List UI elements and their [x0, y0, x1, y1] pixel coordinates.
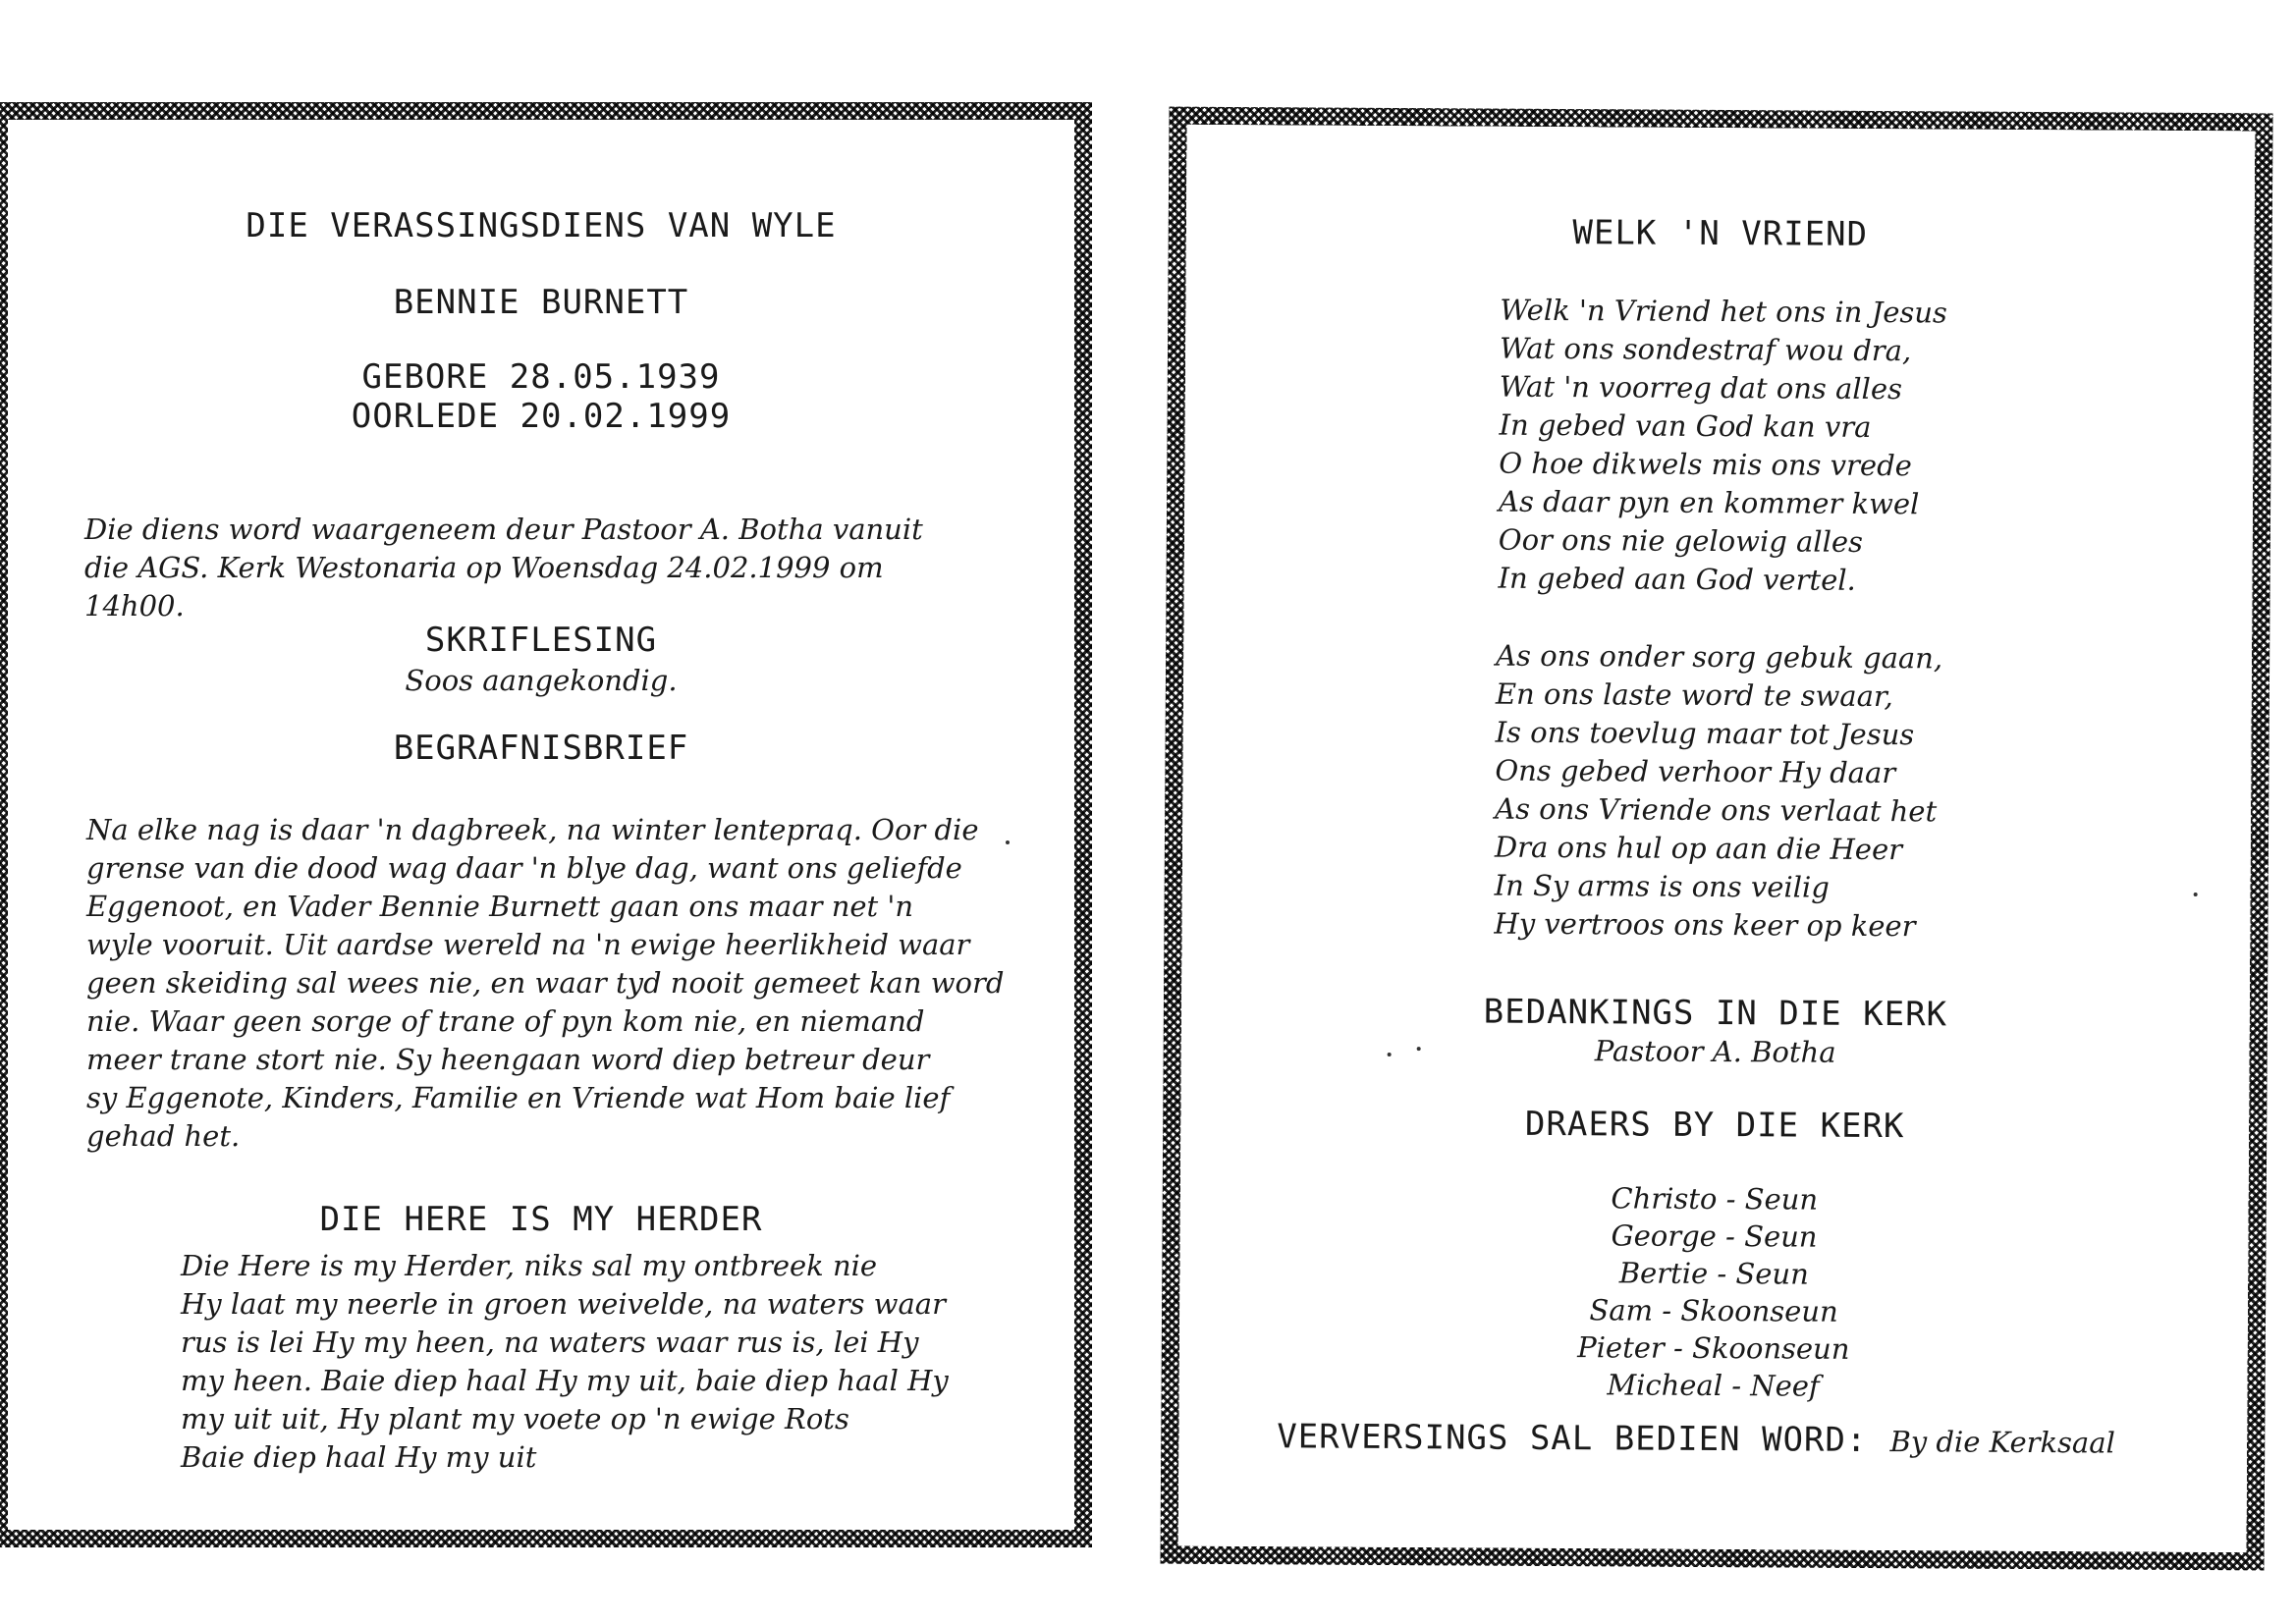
bearer-item: Sam - Skoonseun [1589, 1293, 1838, 1328]
letter-line: wyle vooruit. Uit aardse wereld na 'n ewige heerlikheid waar [86, 928, 970, 961]
verse-line: En ons laste word te swaar, [1495, 677, 1893, 714]
deceased-name: BENNIE BURNETT [393, 283, 689, 322]
letter-line: Eggenoot, en Vader Bennie Burnett gaan ons maar net 'n [86, 890, 914, 923]
verse-line: Oor ons nie gelowig alles [1498, 522, 1864, 559]
reading-text: Soos aangekondig. [405, 664, 678, 697]
bearer-item: Micheal - Neef [1607, 1368, 1820, 1403]
verse-line: Wat 'n voorreg dat ons alles [1499, 369, 1903, 406]
letter-line: nie. Waar geen sorge of trane of pyn kom nie, en niemand [86, 1004, 925, 1038]
verse-line: O hoe dikwels mis ons vrede [1499, 446, 1912, 483]
psalm-line: my heen. Baie diep haal Hy my uit, baie diep haal Hy [181, 1364, 949, 1397]
right-page [1160, 107, 2272, 1571]
thanks-name: Pastoor A. Botha [1594, 1034, 1836, 1069]
hymn-verse-1 [1498, 292, 1946, 601]
speck [1417, 1047, 1421, 1051]
letter-body [86, 811, 1004, 1156]
birth-date: GEBORE 28.05.1939 [361, 357, 721, 397]
letter-heading: BEGRAFNISBRIEF [393, 729, 689, 768]
psalm-line: Die Here is my Herder, niks sal my ontbreek nie [181, 1249, 878, 1282]
refreshments-place: By die Kerksaal [1889, 1425, 2115, 1460]
psalm-line: Hy laat my neerle in groen weivelde, na waters waar [181, 1287, 946, 1321]
verse-line: As daar pyn en kommer kwel [1498, 484, 1920, 521]
left-page [0, 102, 1092, 1547]
verse-line: As ons onder sorg gebuk gaan, [1496, 638, 1943, 676]
verse-line: As ons Vriende ons verlaat het [1495, 791, 1938, 829]
verse-line: Is ons toevlug maar tot Jesus [1495, 715, 1915, 752]
bearer-item: Christo - Seun [1611, 1181, 1819, 1217]
psalm-line: rus is lei Hy my heen, na waters waar rus is, lei Hy [181, 1326, 919, 1359]
psalm-line: Baie diep haal Hy my uit [181, 1440, 537, 1474]
letter-line: Na elke nag is daar 'n dagbreek, na winter lentepraq. Oor die [86, 813, 979, 846]
bearer-item: Bertie - Seun [1618, 1256, 1809, 1291]
psalm-body [181, 1247, 949, 1477]
verse-line: Wat ons sondestraf wou dra, [1499, 331, 1912, 368]
letter-line: sy Eggenote, Kinders, Familie en Vriende wat Hom baie lief [86, 1081, 951, 1114]
service-line: die AGS. Kerk Westonaria op Woensdag 24.02.1999 om [84, 551, 884, 584]
speck [1006, 840, 1010, 844]
refreshments-heading: VERVERSINGS SAL BEDIEN WORD: [1277, 1417, 1868, 1460]
verse-line: In Sy arms is ons veilig [1494, 868, 1830, 904]
bearer-item: George - Seun [1611, 1218, 1818, 1254]
service-line: 14h00. [84, 589, 185, 623]
verse-line: In gebed van God kan vra [1499, 407, 1872, 444]
death-date: OORLEDE 20.02.1999 [351, 397, 732, 436]
speck [1388, 1053, 1392, 1056]
psalm-line: my uit uit, Hy plant my voete op 'n ewige Rots [181, 1402, 849, 1435]
psalm-heading: DIE HERE IS MY HERDER [319, 1200, 763, 1239]
verse-line: Hy vertroos ons keer op keer [1494, 906, 1916, 944]
reading-heading: SKRIFLESING [424, 621, 658, 660]
refreshments-line [1277, 1417, 2115, 1462]
bearers-heading: DRAERS BY DIE KERK [1524, 1104, 1905, 1147]
speck [2194, 893, 2198, 896]
verse-line: In gebed aan God vertel. [1498, 561, 1856, 597]
hymn-heading: WELK 'N VRIEND [1572, 213, 1869, 254]
service-title: DIE VERASSINGSDIENS VAN WYLE [246, 206, 837, 245]
letter-line: grense van die dood wag daar 'n blye dag, want ons geliefde [86, 851, 962, 885]
letter-line: meer trane stort nie. Sy heengaan word diep betreur deur [86, 1043, 930, 1076]
service-details [84, 511, 923, 625]
bearers-list [1178, 1177, 2248, 1408]
hymn-verse-2 [1494, 637, 1942, 947]
verse-line: Welk 'n Vriend het ons in Jesus [1500, 293, 1947, 330]
bearer-item: Pieter - Skoonseun [1577, 1330, 1850, 1366]
letter-line: geen skeiding sal wees nie, en waar tyd nooit gemeet kan word [86, 966, 1005, 1000]
letter-line: gehad het. [86, 1119, 241, 1153]
service-line: Die diens word waargeneem deur Pastoor A. Botha vanuit [84, 513, 923, 546]
verse-line: Ons gebed verhoor Hy daar [1495, 753, 1896, 790]
thanks-heading: BEDANKINGS IN DIE KERK [1483, 992, 1948, 1035]
verse-line: Dra ons hul op aan die Heer [1494, 830, 1903, 867]
